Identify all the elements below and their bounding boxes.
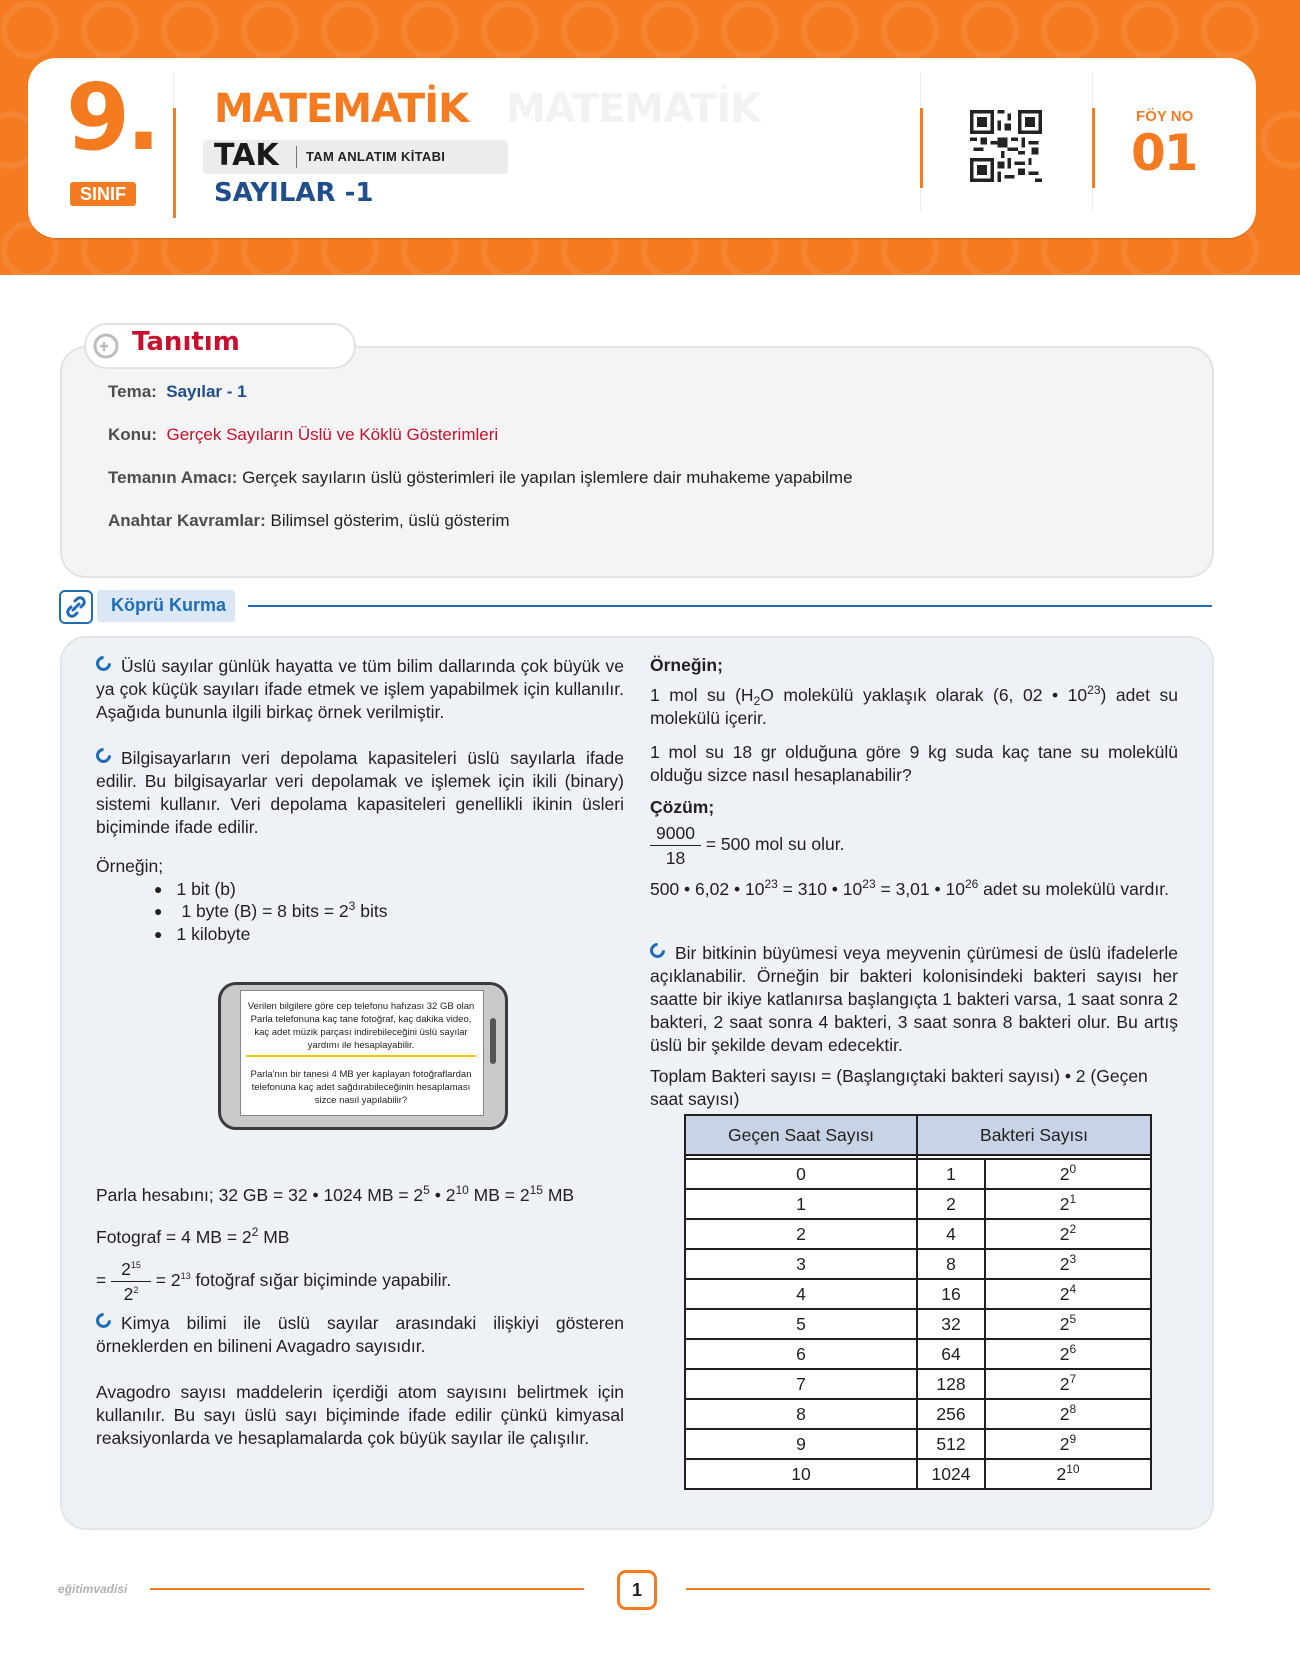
paragraph-mol: 1 mol su ($H_2O$ molekülü yaklaşık olarak (6, 02 • $10^{23}$) adet su molekülü içerir.: [650, 683, 1178, 728]
hours-cell: 3: [685, 1249, 917, 1279]
paragraph-chemistry: Kimya bilimi ile üslü sayılar arasındaki ilişkiyi gösteren örneklerden en bilineni Avagadro sayısıdır.: [96, 1312, 624, 1358]
bacteria-table: [684, 1114, 1152, 1490]
table-row: [685, 1219, 1151, 1249]
power-cell: $2^7$: [985, 1369, 1151, 1399]
table-row: [685, 1429, 1151, 1459]
power-cell: $2^1$: [985, 1189, 1151, 1219]
grade-number: 9.: [66, 64, 157, 171]
unit-title: SAYILAR -1: [214, 178, 374, 208]
table-row: [685, 1249, 1151, 1279]
divider: [1092, 108, 1095, 188]
table-row: [685, 1279, 1151, 1309]
kavram-label: Anahtar Kavramlar:: [108, 511, 266, 530]
bridge-label: Köprü Kurma: [111, 595, 227, 615]
intro-box: [60, 346, 1214, 578]
table-row: [685, 1459, 1151, 1489]
hours-cell: 0: [685, 1159, 917, 1189]
table-row: [685, 1159, 1151, 1189]
divider: [296, 146, 297, 168]
amac-label: Temanın Amacı:: [108, 468, 238, 487]
phone-separator: [246, 1055, 476, 1057]
hours-cell: 7: [685, 1369, 917, 1399]
count-cell: 16: [917, 1279, 985, 1309]
table-header: Bakteri Sayısı: [917, 1115, 1151, 1155]
intro-title: Tanıtım: [132, 327, 240, 357]
bullet-icon: [93, 745, 114, 766]
footer-rule: [150, 1588, 584, 1590]
kavram-value: Bilimsel gösterim, üslü gösterim: [270, 511, 510, 530]
qr-code-icon[interactable]: [970, 110, 1042, 182]
count-cell: 1024: [917, 1459, 985, 1489]
power-cell: $2^2$: [985, 1219, 1151, 1249]
paragraph-avogadro: Avagodro sayısı maddelerin içerdiği atom sayısını belirtmek için kullanılır. Bu sayı üslü sayı biçiminde ifade edilir çünkü kimyasal reaksiyonlarda ve hesaplamalarda çok büyük sayılar ile çalışılır.: [96, 1382, 624, 1448]
divider: [173, 108, 176, 218]
fraction: $\frac{2^{15}}{2^2}$: [111, 1257, 151, 1306]
table-header-row: [685, 1115, 1151, 1155]
calc-foto: Fotograf = 4 MB = $2^2$ MB: [96, 1225, 290, 1247]
grade-badge: SINIF: [70, 182, 136, 206]
book-name: TAM ANLATIM KİTABI: [306, 149, 446, 164]
power-cell: $2^9$: [985, 1429, 1151, 1459]
solution-fraction: $\frac{9000}{18}$ = 500 mol su olur.: [650, 821, 844, 870]
count-cell: 1: [917, 1159, 985, 1189]
tema-value: Sayılar - 1: [166, 382, 247, 401]
hours-cell: 9: [685, 1429, 917, 1459]
intro-tema: [108, 382, 247, 402]
bullet-icon: [93, 653, 114, 674]
list-item: ● 1 kilobyte: [154, 924, 250, 945]
ornegin-label: Örneğin;: [96, 856, 164, 876]
count-cell: 2: [917, 1189, 985, 1219]
phone-text-1: Verilen bilgilere göre cep telefonu hafızası 32 GB olan Parla telefonuna kaç tane fotoğraf, kaç dakika video, kaç adet müzik parçası indirebileceğini üslü sayılar yardımı ile hesaplayabilir.: [247, 1001, 475, 1051]
hours-cell: 2: [685, 1219, 917, 1249]
count-cell: 512: [917, 1429, 985, 1459]
count-cell: 64: [917, 1339, 985, 1369]
ornegin-heading: Örneğin;: [650, 655, 723, 675]
bullet-icon: [647, 940, 668, 961]
intro-kavram: [108, 511, 510, 531]
hours-cell: 10: [685, 1459, 917, 1489]
hours-cell: 1: [685, 1189, 917, 1219]
table-row: [685, 1399, 1151, 1429]
book-code: TAK: [214, 138, 279, 173]
paragraph-computers: Bilgisayarların veri depolama kapasiteleri üslü sayılarla ifade edilir. Bu bilgisayarlar veri depolamak ve işlemek için ikili (binary) sistemi kullanır. Veri depolama kapasiteleri genellikli ikinin üsleri biçiminde ifade edilir.: [96, 747, 624, 839]
bridge-rule: [248, 605, 1212, 607]
power-cell: $2^5$: [985, 1309, 1151, 1339]
divider: [920, 108, 923, 188]
paragraph-question: 1 mol su 18 gr olduğuna göre 9 kg suda kaç tane su molekülü olduğu sizce nasıl hesaplanabilir?: [650, 742, 1178, 785]
paragraph-intro: Üslü sayılar günlük hayatta ve tüm bilim dallarında çok büyük ve ya çok küçük sayıları ifade etmek ve işlem yapabilmek için kullanılır. Aşağıda bununla ilgili birkaç örnek verilmiştir.: [96, 655, 624, 724]
table-row: [685, 1369, 1151, 1399]
paragraph-bacteria: Bir bitkinin büyümesi veya meyvenin çürümesi de üslü ifadelerle açıklanabilir. Örneğin bir bakteri kolonisindeki bakteri sayısı her saatte bir ikiye katlanırsa başlangıçta 1 bakteri varsa, 1 saat sonra 2 bakteri, 2 saat sonra 4 bakteri, 3 saat sonra 8 bakteri olur. Bu artış üslü bir şekilde devam edecektir.: [650, 942, 1178, 1057]
subject-ghost: MATEMATİK: [506, 86, 761, 132]
footer-rule: [686, 1588, 1210, 1590]
power-cell: $2^8$: [985, 1399, 1151, 1429]
table-row: [685, 1189, 1151, 1219]
hours-cell: 8: [685, 1399, 917, 1429]
hours-cell: 5: [685, 1309, 917, 1339]
intro-konu: [108, 425, 498, 445]
amac-value: Gerçek sayıların üslü gösterimleri ile yapılan işlemlere dair muhakeme yapabilme: [242, 468, 853, 487]
cozum-heading: Çözüm;: [650, 797, 715, 817]
power-cell: $2^4$: [985, 1279, 1151, 1309]
power-cell: $2^{10}$: [985, 1459, 1151, 1489]
bullet-icon: [93, 1310, 114, 1331]
solution-line: 500 • 6,02 • $10^{23} = 310$ • $10^{23} = 3,01$ • $10^{26}$ adet su molekülü vardır.: [650, 877, 1169, 899]
phone-button: [490, 1018, 496, 1064]
intro-amac: [108, 468, 853, 488]
calc-fraction: = $\frac{2^{15}}{2^2}$ = $2^{13}$ fotoğraf sığar biçiminde yapabilir.: [96, 1259, 452, 1304]
hours-cell: 6: [685, 1339, 917, 1369]
fraction: $\frac{9000}{18}$: [650, 821, 701, 870]
calc-parla: Parla hesabını; 32 GB = 32 • 1024 MB = $2^5$ • $2^{10}$ MB = $2^{15}$ MB: [96, 1183, 575, 1205]
power-cell: $2^6$: [985, 1339, 1151, 1369]
brand-logo-icon: [92, 332, 120, 360]
table-row: [685, 1339, 1151, 1369]
subject-title: MATEMATİK: [214, 86, 469, 132]
count-cell: 32: [917, 1309, 985, 1339]
header-band: [0, 0, 1300, 275]
footer-logo: eğitimvadisi: [58, 1582, 128, 1596]
list-item: ● 1 byte (B) = 8 bits = $2^3$ bits: [154, 901, 387, 922]
power-cell: $2^3$: [985, 1249, 1151, 1279]
phone-text-2: Parla'nın bir tanesi 4 MB yer kaplayan fotoğraflardan telefonuna kaç adet sağdırabileceğinin hesaplaması sizce nasıl yapılabilir?: [250, 1069, 472, 1106]
page-number: 1: [617, 1570, 657, 1610]
konu-label: Konu:: [108, 425, 158, 444]
konu-value: Gerçek Sayıların Üslü ve Köklü Gösterimleri: [166, 425, 499, 444]
table-row: [685, 1309, 1151, 1339]
link-icon: [59, 590, 93, 624]
header-card: [28, 58, 1256, 238]
table-header: Geçen Saat Sayısı: [685, 1115, 917, 1155]
foy-label: FÖY NO: [1136, 108, 1194, 125]
formula-text: Toplam Bakteri sayısı = (Başlangıçtaki bakteri sayısı) • 2 (Geçen saat sayısı): [650, 1066, 1148, 1109]
count-cell: 4: [917, 1219, 985, 1249]
list-item: ● 1 bit (b): [154, 879, 236, 900]
count-cell: 8: [917, 1249, 985, 1279]
hours-cell: 4: [685, 1279, 917, 1309]
count-cell: 256: [917, 1399, 985, 1429]
foy-number: 01: [1131, 124, 1197, 182]
tema-label: Tema:: [108, 382, 157, 401]
power-cell: $2^0$: [985, 1159, 1151, 1189]
count-cell: 128: [917, 1369, 985, 1399]
